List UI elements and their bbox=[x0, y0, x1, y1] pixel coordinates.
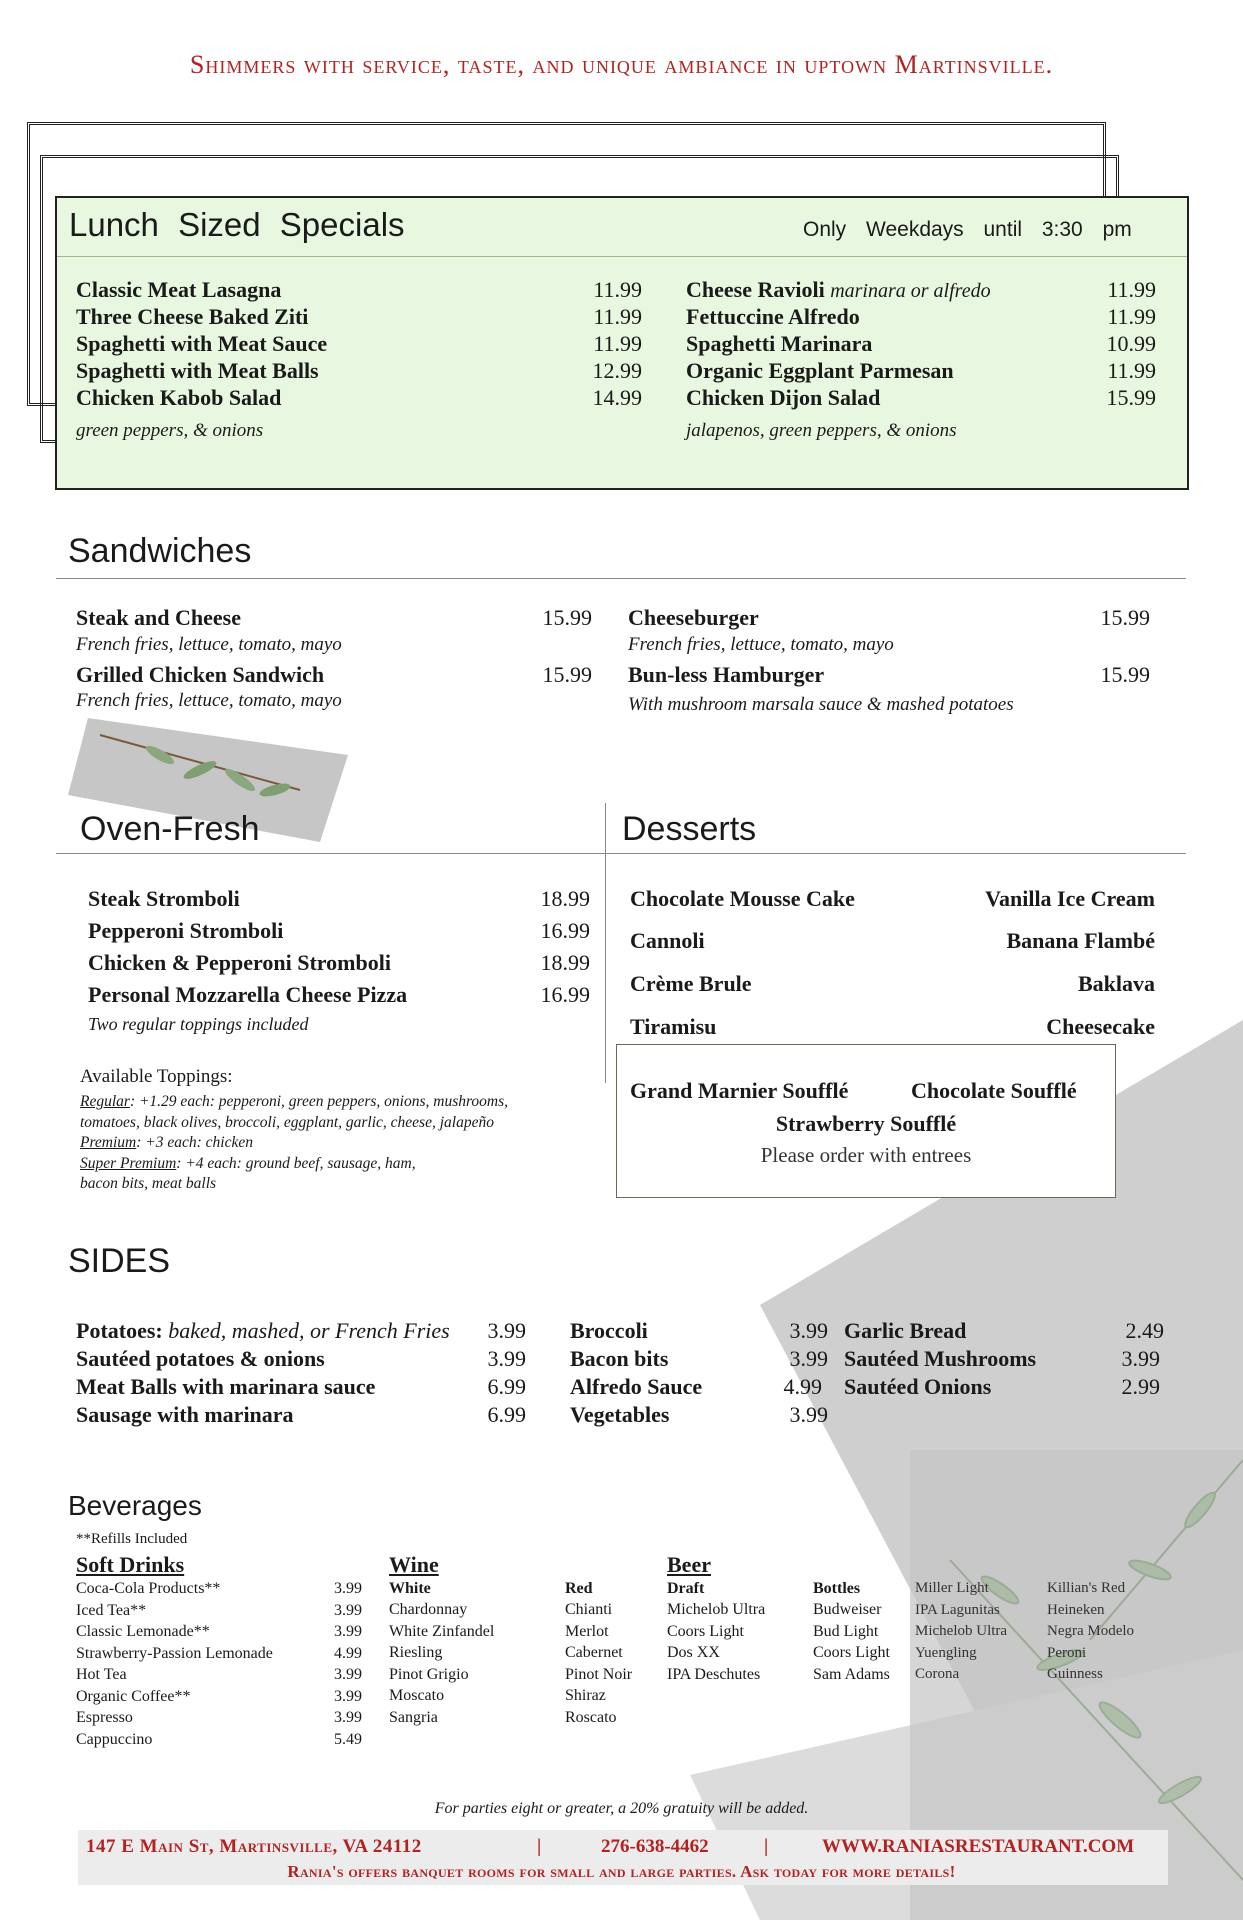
lunch-item-name bbox=[686, 277, 991, 303]
list-item bbox=[76, 1709, 362, 1731]
lunch-item-name bbox=[686, 358, 954, 384]
item-price: 3.99 bbox=[334, 1623, 362, 1640]
item-name: Michelob Ultra bbox=[667, 1601, 766, 1618]
list-item bbox=[389, 1644, 494, 1666]
lunch-title: Lunch Sized Specials bbox=[69, 206, 405, 243]
dessert-item: Crème Brule bbox=[630, 971, 752, 996]
oven-item-name: Steak Stromboli bbox=[88, 886, 240, 911]
side-price: 3.99 bbox=[789, 1402, 828, 1427]
item-name: Coors Light bbox=[667, 1622, 744, 1640]
side-price: 3.99 bbox=[487, 1318, 526, 1343]
list-item bbox=[565, 1601, 632, 1623]
phone-number[interactable]: 276-638-4462 bbox=[601, 1836, 709, 1857]
item-name: Merlot bbox=[565, 1622, 609, 1640]
list-item bbox=[76, 1623, 362, 1645]
item-price: 3.99 bbox=[334, 1601, 362, 1619]
item-name: Heineken bbox=[1047, 1601, 1105, 1618]
topping-text: : +4 each: ground beef, sausage, ham, bbox=[176, 1154, 416, 1172]
item-name: Michelob Ultra bbox=[915, 1623, 1008, 1639]
item-name: Dos XX bbox=[667, 1644, 720, 1661]
lunch-item-label: Chicken Dijon Salad bbox=[686, 385, 881, 410]
lunch-item-price: 11.99 bbox=[1107, 277, 1156, 302]
lunch-item-price: 10.99 bbox=[1106, 331, 1156, 356]
list-item bbox=[76, 1666, 362, 1688]
topping-text: : +1.29 each: pepperoni, green peppers, onions, mushrooms, bbox=[129, 1093, 509, 1110]
list-item bbox=[565, 1709, 632, 1731]
draft-title: Draft bbox=[667, 1580, 705, 1597]
list-item bbox=[813, 1601, 890, 1623]
sandwich-name: Bun-less Hamburger bbox=[628, 662, 825, 687]
list-item bbox=[667, 1644, 765, 1666]
oven-item-name: Pepperoni Stromboli bbox=[88, 918, 284, 943]
souffle-note: Please order with entrees bbox=[760, 1143, 972, 1167]
side-item: Vegetables bbox=[570, 1402, 670, 1427]
list-item bbox=[76, 1602, 362, 1624]
list-item bbox=[915, 1645, 1007, 1667]
oven-item-name: Chicken & Pepperoni Stromboli bbox=[88, 950, 391, 975]
item-name: Strawberry-Passion Lemonade bbox=[76, 1644, 273, 1662]
list-item bbox=[389, 1687, 494, 1709]
item-name: Sangria bbox=[389, 1708, 438, 1726]
side-item: Meat Balls with marinara sauce bbox=[76, 1374, 376, 1399]
item-name: IPA Deschutes bbox=[667, 1665, 761, 1683]
sandwich-price: 15.99 bbox=[542, 662, 592, 687]
sandwich-desc: French fries, lettuce, tomato, mayo bbox=[76, 634, 342, 655]
item-name: Classic Lemonade** bbox=[76, 1623, 210, 1640]
item-name: Shiraz bbox=[565, 1687, 606, 1704]
item-name: Cabernet bbox=[565, 1644, 623, 1661]
white-wine-list bbox=[389, 1601, 494, 1730]
list-item bbox=[389, 1601, 494, 1623]
item-name: Peroni bbox=[1047, 1644, 1087, 1661]
separator: | bbox=[537, 1836, 542, 1857]
lunch-item-price: 11.99 bbox=[1107, 358, 1156, 383]
lunch-item-label: Organic Eggplant Parmesan bbox=[686, 358, 954, 383]
sandwich-name: Steak and Cheese bbox=[76, 605, 242, 630]
soft-drinks-title: Soft Drinks bbox=[76, 1552, 185, 1577]
item-name: Sam Adams bbox=[813, 1665, 890, 1683]
item-name: Yuengling bbox=[915, 1644, 977, 1661]
dessert-item: Tiramisu bbox=[630, 1014, 717, 1039]
list-item bbox=[915, 1623, 1007, 1645]
bottles-title: Bottles bbox=[813, 1580, 861, 1597]
item-name: Moscato bbox=[389, 1687, 445, 1704]
tagline: Shimmers with service, taste, and unique ambiance in uptown Martinsville. bbox=[189, 50, 1054, 79]
side-item: Garlic Bread bbox=[844, 1318, 967, 1343]
item-name: Chardonnay bbox=[389, 1601, 468, 1618]
lunch-note: Only Weekdays until 3:30 pm bbox=[803, 218, 1132, 241]
oven-item-price: 16.99 bbox=[540, 918, 590, 943]
lunch-item-price: 14.99 bbox=[592, 385, 642, 410]
list-item bbox=[1047, 1666, 1134, 1688]
item-price: 5.49 bbox=[334, 1730, 362, 1748]
lunch-item-name bbox=[686, 331, 872, 357]
oven-item-price: 18.99 bbox=[540, 886, 590, 911]
sandwich-desc: French fries, lettuce, tomato, mayo bbox=[76, 690, 342, 711]
topping-text: tomatoes, black olives, broccoli, eggplant, garlic, cheese, jalapeño bbox=[80, 1113, 494, 1131]
lunch-item-name: Spaghetti with Meat Balls bbox=[76, 358, 319, 383]
list-item bbox=[667, 1623, 765, 1645]
lunch-item-price: 15.99 bbox=[1106, 385, 1156, 410]
item-name: Riesling bbox=[389, 1644, 443, 1661]
lunch-item-price: 11.99 bbox=[593, 331, 642, 356]
side-price: 3.99 bbox=[789, 1346, 828, 1371]
item-name: Coors Light bbox=[813, 1644, 890, 1661]
lunch-item-label: Spaghetti Marinara bbox=[686, 331, 873, 356]
side-price: 3.99 bbox=[1121, 1346, 1160, 1371]
dessert-item: Cheesecake bbox=[1046, 1014, 1155, 1039]
list-item bbox=[76, 1731, 362, 1753]
beer-title: Beer bbox=[667, 1552, 711, 1577]
address: 147 E Main St, Martinsville, VA 24112 bbox=[86, 1836, 422, 1857]
sandwiches-title: Sandwiches bbox=[68, 532, 252, 570]
item-name: Killian's Red bbox=[1047, 1580, 1126, 1596]
draft-beer-list bbox=[667, 1601, 765, 1687]
list-item bbox=[76, 1688, 362, 1710]
dessert-item: Baklava bbox=[1077, 971, 1155, 996]
beverages-title: Beverages bbox=[68, 1490, 202, 1521]
lunch-item-price: 11.99 bbox=[593, 277, 642, 302]
item-price: 3.99 bbox=[334, 1687, 362, 1705]
banquet-note: Rania's offers banquet rooms for small and large parties. Ask today for more details! bbox=[287, 1862, 956, 1881]
lunch-left-note: green peppers, & onions bbox=[76, 420, 264, 441]
sandwich-price: 15.99 bbox=[542, 605, 592, 630]
divider bbox=[56, 578, 1186, 579]
side-price: 6.99 bbox=[487, 1374, 526, 1399]
wine-title: Wine bbox=[389, 1552, 439, 1577]
item-price: 3.99 bbox=[334, 1580, 362, 1597]
side-item: Alfredo Sauce bbox=[570, 1374, 703, 1399]
topping-label: Regular bbox=[80, 1093, 130, 1110]
oven-item-name: Personal Mozzarella Cheese Pizza bbox=[88, 982, 408, 1007]
list-item bbox=[1047, 1623, 1134, 1645]
list-item bbox=[1047, 1580, 1134, 1602]
list-item bbox=[389, 1666, 494, 1688]
sandwich-desc: With mushroom marsala sauce & mashed potatoes bbox=[628, 694, 1014, 715]
sandwich-name: Grilled Chicken Sandwich bbox=[76, 662, 325, 687]
item-name: Cappuccino bbox=[76, 1730, 153, 1748]
list-item bbox=[389, 1623, 494, 1645]
lunch-header bbox=[57, 198, 1187, 257]
lunch-item-price: 11.99 bbox=[1107, 304, 1156, 329]
desserts-title: Desserts bbox=[622, 810, 757, 848]
potatoes-detail: baked, mashed, or French Fries bbox=[168, 1318, 450, 1343]
red-wine-list bbox=[565, 1601, 632, 1730]
lunch-item-price: 11.99 bbox=[593, 304, 642, 329]
lunch-item-label: Cheese Ravioli bbox=[686, 277, 825, 302]
gratuity-note: For parties eight or greater, a 20% gratuity will be added. bbox=[434, 1800, 809, 1817]
lunch-item-name bbox=[686, 385, 880, 411]
list-item bbox=[76, 1645, 362, 1667]
dessert-item: Cannoli bbox=[630, 928, 705, 953]
oven-note: Two regular toppings included bbox=[88, 1014, 309, 1034]
item-name: IPA Lagunitas bbox=[915, 1601, 1000, 1618]
divider bbox=[56, 853, 1186, 854]
sandwich-price: 15.99 bbox=[1100, 605, 1150, 630]
side-item: Sausage with marinara bbox=[76, 1402, 294, 1427]
dessert-item: Vanilla Ice Cream bbox=[985, 886, 1155, 911]
potatoes-label: Potatoes: bbox=[76, 1318, 163, 1343]
item-name: Miller Light bbox=[915, 1580, 989, 1596]
item-name: Coca-Cola Products** bbox=[76, 1580, 221, 1597]
lunch-item-name: Chicken Kabob Salad bbox=[76, 385, 282, 410]
bottled-beer-list-2 bbox=[915, 1580, 1007, 1688]
vertical-divider bbox=[605, 803, 606, 1083]
item-name: Pinot Grigio bbox=[389, 1665, 469, 1683]
oven-item-price: 18.99 bbox=[540, 950, 590, 975]
side-item bbox=[76, 1318, 450, 1344]
website-link[interactable]: WWW.RANIASRESTAURANT.COM bbox=[822, 1836, 1135, 1857]
oven-fresh-title: Oven-Fresh bbox=[80, 810, 260, 848]
list-item bbox=[389, 1709, 494, 1731]
sides-title: SIDES bbox=[68, 1242, 171, 1280]
list-item bbox=[76, 1580, 362, 1602]
item-name: Organic Coffee** bbox=[76, 1687, 191, 1705]
item-price: 3.99 bbox=[334, 1709, 362, 1726]
item-name: Chianti bbox=[565, 1601, 613, 1618]
sandwich-name: Cheeseburger bbox=[628, 605, 759, 630]
item-price: 4.99 bbox=[334, 1644, 362, 1662]
sandwich-price: 15.99 bbox=[1100, 662, 1150, 687]
topping-text: bacon bits, meat balls bbox=[80, 1175, 217, 1192]
item-name: Guinness bbox=[1047, 1666, 1103, 1682]
list-item bbox=[813, 1644, 890, 1666]
topping-label: Super Premium bbox=[80, 1154, 177, 1172]
souffle-item: Strawberry Soufflé bbox=[775, 1111, 957, 1136]
item-name: Negra Modelo bbox=[1047, 1623, 1135, 1639]
list-item bbox=[667, 1601, 765, 1623]
soft-drinks-list bbox=[76, 1580, 362, 1752]
side-item: Sautéed Onions bbox=[844, 1374, 992, 1399]
refills-note: **Refills Included bbox=[76, 1531, 188, 1547]
topping-label: Premium bbox=[80, 1134, 137, 1151]
lunch-right-note: jalapenos, green peppers, & onions bbox=[686, 420, 957, 441]
item-name: Bud Light bbox=[813, 1622, 879, 1640]
item-name: Hot Tea bbox=[76, 1666, 127, 1683]
list-item bbox=[1047, 1645, 1134, 1667]
item-name: Budweiser bbox=[813, 1601, 882, 1618]
side-price: 6.99 bbox=[487, 1402, 526, 1427]
list-item bbox=[915, 1580, 1007, 1602]
dessert-item: Chocolate Mousse Cake bbox=[630, 886, 855, 911]
list-item bbox=[565, 1666, 632, 1688]
bottled-beer-list-3 bbox=[1047, 1580, 1134, 1688]
item-name: White Zinfandel bbox=[389, 1622, 495, 1640]
red-wine-title: Red bbox=[565, 1580, 593, 1597]
list-item bbox=[915, 1602, 1007, 1624]
lunch-item-name: Three Cheese Baked Ziti bbox=[76, 304, 309, 329]
topping-text: : +3 each: chicken bbox=[136, 1134, 253, 1151]
separator: | bbox=[764, 1836, 769, 1857]
list-item bbox=[813, 1623, 890, 1645]
item-name: Espresso bbox=[76, 1709, 133, 1726]
lunch-item-name bbox=[686, 304, 860, 330]
lunch-item-detail: marinara or alfredo bbox=[830, 280, 991, 302]
side-item: Sautéed Mushrooms bbox=[844, 1346, 1037, 1371]
lunch-item-name: Classic Meat Lasagna bbox=[76, 277, 282, 302]
side-price: 4.99 bbox=[783, 1374, 822, 1399]
side-price: 2.99 bbox=[1121, 1374, 1160, 1399]
lunch-item-price: 12.99 bbox=[592, 358, 642, 383]
toppings-title: Available Toppings: bbox=[80, 1066, 233, 1087]
item-name: Corona bbox=[915, 1666, 960, 1682]
toppings-list bbox=[80, 1092, 508, 1195]
lunch-item-label: Fettuccine Alfredo bbox=[686, 304, 860, 329]
list-item bbox=[813, 1666, 890, 1688]
sandwich-desc: French fries, lettuce, tomato, mayo bbox=[628, 634, 894, 655]
list-item bbox=[1047, 1602, 1134, 1624]
souffle-item: Grand Marnier Soufflé bbox=[630, 1078, 849, 1103]
side-price: 2.49 bbox=[1125, 1318, 1164, 1343]
list-item bbox=[565, 1644, 632, 1666]
bottled-beer-list bbox=[813, 1601, 890, 1687]
list-item bbox=[565, 1687, 632, 1709]
dessert-item: Banana Flambé bbox=[1006, 928, 1155, 953]
souffle-item: Chocolate Soufflé bbox=[911, 1078, 1077, 1103]
list-item bbox=[565, 1623, 632, 1645]
item-price: 3.99 bbox=[334, 1666, 362, 1683]
lunch-item-name: Spaghetti with Meat Sauce bbox=[76, 331, 328, 356]
side-price: 3.99 bbox=[487, 1346, 526, 1371]
white-wine-title: White bbox=[389, 1580, 431, 1597]
item-name: Iced Tea** bbox=[76, 1601, 147, 1619]
side-item: Sautéed potatoes & onions bbox=[76, 1346, 325, 1371]
side-item: Broccoli bbox=[570, 1318, 648, 1343]
list-item bbox=[667, 1666, 765, 1688]
side-price: 3.99 bbox=[789, 1318, 828, 1343]
oven-item-price: 16.99 bbox=[540, 982, 590, 1007]
item-name: Pinot Noir bbox=[565, 1665, 633, 1683]
side-item: Bacon bits bbox=[570, 1346, 669, 1371]
list-item bbox=[915, 1666, 1007, 1688]
item-name: Roscato bbox=[565, 1708, 617, 1726]
